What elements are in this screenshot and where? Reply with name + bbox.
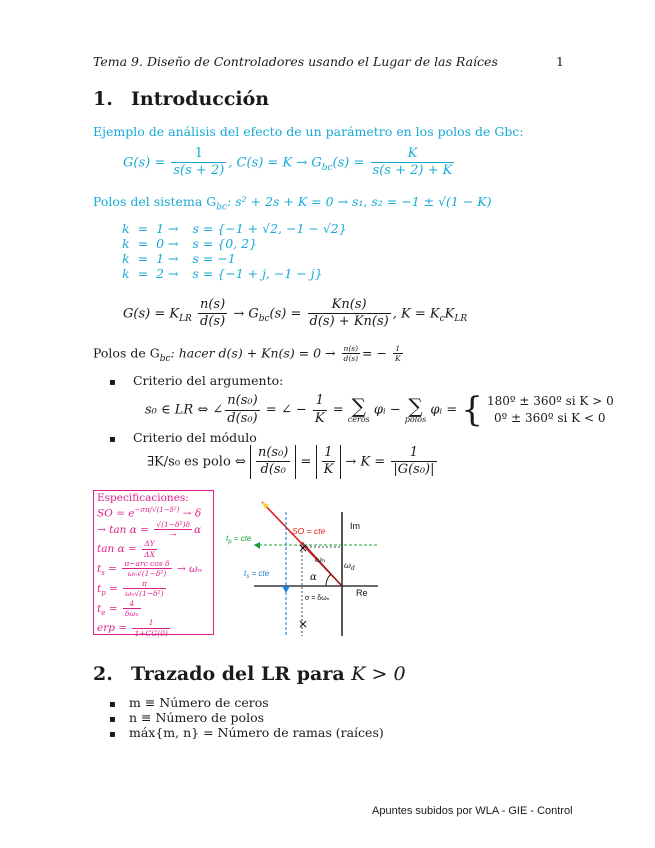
k-table-cell-eq: = xyxy=(137,236,149,251)
k-table-cell-k: k xyxy=(122,266,130,281)
polos-gbc-eq: : hacer d(s) + Kn(s) = 0 → xyxy=(170,345,336,361)
ts-label-t: t xyxy=(244,569,247,578)
general-mid2: (s) = xyxy=(269,306,302,322)
specs-title: Especificaciones: xyxy=(97,492,189,504)
arg-kfrac xyxy=(313,393,327,427)
g-num: 1 xyxy=(171,146,226,163)
spec-so-lhs: SO = e xyxy=(97,507,135,520)
general-den2: d(s) + Kn(s) xyxy=(309,314,389,330)
k-table-cell-s: s = {−1 + j, −1 − j} xyxy=(192,266,323,281)
wd-label-sub: d xyxy=(350,565,355,572)
k-table-row xyxy=(118,251,351,266)
tp-label xyxy=(226,534,252,545)
spec-tp-eq: = xyxy=(109,582,118,595)
tp-arrow-icon xyxy=(254,542,260,549)
criterion-mod-label: Criterio del módulo xyxy=(132,430,257,445)
spec-ts-lhs: t xyxy=(97,562,102,575)
arg-case1: 180º ± 360º si K > 0 xyxy=(487,394,614,408)
wd-label-w: ω xyxy=(344,561,351,571)
arg-mid: = ∠ − xyxy=(265,402,307,418)
bullet-text: máx{m, n} = Número de ramas (raíces) xyxy=(129,725,384,740)
criterion-arg-label: Criterio del argumento: xyxy=(132,373,284,388)
general-equation xyxy=(123,297,467,331)
spec-so xyxy=(97,507,202,520)
tp-label-sub: p xyxy=(228,539,232,545)
general-bc-sub: bc xyxy=(258,313,270,324)
list-item xyxy=(109,711,384,726)
polos-gbc-sub: bc xyxy=(159,353,171,364)
k-table-row xyxy=(118,236,351,251)
spec-tan2-lhs: tan α = xyxy=(97,543,137,556)
so-label: SO = cte xyxy=(292,526,326,536)
k-table-cell-s: s = −1 xyxy=(192,251,236,266)
re-label: Re xyxy=(356,588,368,598)
alpha-arc xyxy=(326,574,331,586)
spec-tan2 xyxy=(97,539,202,559)
general-lr2-sub: LR xyxy=(454,313,468,324)
k-table-cell-v: 1 → xyxy=(156,221,179,236)
mod-abs2 xyxy=(316,445,342,479)
spec-tp-frac xyxy=(123,579,165,599)
im-label: Im xyxy=(350,521,360,531)
k-table-cell-v: 2 → xyxy=(156,266,179,281)
g-fraction xyxy=(171,146,226,180)
spec-erp-num: 1 xyxy=(132,618,169,628)
k-table-row xyxy=(118,266,351,281)
arg-phi2: φᵢ = xyxy=(430,402,458,418)
list-item xyxy=(109,696,384,711)
mod-equation xyxy=(147,445,439,479)
wd-label xyxy=(344,561,355,572)
list-item xyxy=(109,726,384,741)
spec-ts-sub: s xyxy=(101,569,105,578)
example-intro: Ejemplo de análisis del efecto de un parámetro en los polos de Gbc: xyxy=(93,124,524,139)
general-tail: , K = K xyxy=(392,306,440,322)
spec-erp-lhs: erp = xyxy=(97,622,128,635)
mod-eq: = xyxy=(300,454,312,470)
arg-n: n(s₀) xyxy=(225,393,259,410)
arg-cases xyxy=(487,393,614,427)
mod-rfrac xyxy=(391,445,436,479)
k-table-cell-v: 1 → xyxy=(156,251,179,266)
arg-ceros: ceros xyxy=(347,415,370,424)
polos-gbc-rfrac xyxy=(393,344,403,364)
mod-rd: |G(s₀)| xyxy=(393,462,435,478)
sum-ceros-icon: ∑ ceros xyxy=(347,394,370,424)
footer-credit: Apuntes subidos por WLA - GIE - Control xyxy=(372,805,573,817)
spec-te-eq: = xyxy=(108,602,118,615)
mod-kn: 1 xyxy=(322,445,336,462)
spec-ts-tail: → ωₙ xyxy=(177,562,202,575)
polos-gbc-line xyxy=(93,344,405,364)
k-table-cell-s: s = {0, 2} xyxy=(192,236,258,251)
polos-gbc-fd: d(s) xyxy=(343,354,359,364)
wn-label: ωₙ xyxy=(315,555,326,565)
alpha-label: α xyxy=(310,572,317,583)
spec-te-lhs: t xyxy=(97,602,102,615)
spec-so-exp: −σπ/√(1−δ²) xyxy=(134,505,180,514)
mod-abs1 xyxy=(250,445,296,479)
spec-tp-sub: p xyxy=(101,588,106,597)
section-2-list xyxy=(109,696,384,741)
spec-tan1-num: √(1−δ²)δ xyxy=(156,519,191,529)
section-1-number: 1. xyxy=(93,88,113,110)
tp-label-t: t xyxy=(226,534,229,543)
arg-equation xyxy=(145,390,614,430)
spec-tan1 xyxy=(97,520,202,540)
ts-label-tail: = cte xyxy=(249,569,270,578)
spec-ts-eq: = xyxy=(108,562,117,575)
polos-gbc-rn: 1 xyxy=(393,344,403,354)
general-frac1 xyxy=(198,297,227,331)
tp-label-tail: = cte xyxy=(231,534,252,543)
spec-tan1-den: → xyxy=(170,529,177,539)
brace-icon: { xyxy=(461,390,483,430)
spec-tp-den: ωₙ√(1−δ²) xyxy=(125,589,164,599)
ts-arrow-icon xyxy=(282,586,290,593)
k-table-cell-eq: = xyxy=(137,221,149,236)
general-frac2 xyxy=(308,297,391,331)
polos-gbc-rd: K xyxy=(394,354,401,364)
spec-tan1-lhs: → tan α = xyxy=(97,523,149,536)
spec-tan2-frac xyxy=(142,539,157,559)
g-den: s(s + 2) xyxy=(173,163,225,179)
spec-tp-lhs: t xyxy=(97,582,102,595)
poles-eq: : s² + 2s + K = 0 → s₁, s₂ = −1 ± √(1 − K) xyxy=(227,194,492,209)
general-n: n(s) xyxy=(198,297,227,314)
ts-label-sub: s xyxy=(246,574,250,580)
c-eq: , C(s) = K → G xyxy=(228,155,322,171)
spec-te-sub: e xyxy=(101,608,106,617)
page-number: 1 xyxy=(556,54,564,69)
arg-d: d(s₀) xyxy=(227,410,258,426)
k-table-cell-eq: = xyxy=(137,251,149,266)
spec-tan2-den: ΔX xyxy=(144,549,155,559)
arg-kd: K xyxy=(314,410,325,426)
poles-sub: bc xyxy=(216,202,228,213)
general-lr-sub: LR xyxy=(179,313,192,324)
section-2-title-math: K > 0 xyxy=(351,663,406,685)
specifications-content xyxy=(97,493,202,638)
spec-ts-frac xyxy=(122,559,171,579)
spec-erp-frac xyxy=(132,618,169,638)
polos-gbc-eq2: = − xyxy=(362,345,387,361)
polos-gbc-text: Polos de G xyxy=(93,345,160,361)
running-title: Tema 9. Diseño de Controladores usando el Lugar de las Raíces xyxy=(93,54,498,69)
s-plane-figure xyxy=(222,492,378,638)
arg-frac xyxy=(225,393,259,427)
c-sub: bc xyxy=(321,162,333,173)
poles-line xyxy=(93,194,492,213)
bullet-text: m ≡ Número de ceros xyxy=(129,695,269,710)
spec-tp xyxy=(97,579,202,599)
spec-erp xyxy=(97,618,202,638)
k-table-cell-eq: = xyxy=(137,266,149,281)
general-d: d(s) xyxy=(200,314,226,330)
g-equation xyxy=(123,146,456,180)
arg-lhs: s₀ ∈ LR ⇔ ∠ xyxy=(145,402,224,418)
k-table-cell-s: s = {−1 + √2, −1 − √2} xyxy=(192,221,347,236)
k-table-cell-k: k xyxy=(122,236,130,251)
section-2-heading xyxy=(93,663,406,685)
c-eq-tail: (s) = xyxy=(332,155,365,171)
section-2-number: 2. xyxy=(93,663,113,685)
k-table-cell-k: k xyxy=(122,221,130,236)
gbc-den: s(s + 2) + K xyxy=(372,163,453,179)
pole-marker-lower: × xyxy=(298,617,309,631)
g-lhs: G(s) = xyxy=(123,155,166,171)
arg-case2: 0º ± 360º si K < 0 xyxy=(494,411,606,425)
section-2-title: Trazado del LR para xyxy=(131,663,345,685)
criterion-mod-bullet xyxy=(109,430,257,445)
mod-kfrac xyxy=(322,445,336,479)
k-values-table xyxy=(118,221,351,281)
spec-ts xyxy=(97,559,202,579)
arg-sum1: = xyxy=(332,402,344,418)
general-lhs: G(s) = K xyxy=(123,306,180,322)
general-num2: Kn(s) xyxy=(308,297,391,314)
spec-te-den: δωₙ xyxy=(124,608,139,618)
pole-marker-upper: × xyxy=(298,541,309,555)
spec-tan2-num: ΔY xyxy=(142,539,157,549)
polos-gbc-frac xyxy=(342,344,361,364)
spec-te-num: 4 xyxy=(123,599,141,609)
arg-kn: 1 xyxy=(313,393,327,410)
spec-so-tail: → δ xyxy=(182,507,202,520)
k-table xyxy=(118,221,351,281)
general-k: K xyxy=(444,306,455,322)
mod-rn: 1 xyxy=(391,445,436,462)
polos-gbc-fn: n(s) xyxy=(343,344,359,353)
general-c-sub: c xyxy=(439,313,445,324)
spec-tp-num: π xyxy=(123,579,165,589)
k-table-cell-k: k xyxy=(122,251,130,266)
mod-d: d(s₀ xyxy=(260,462,286,478)
spec-te-frac xyxy=(123,599,141,619)
gbc-num: K xyxy=(371,146,455,163)
mod-n: n(s₀) xyxy=(256,445,290,462)
section-1-title: Introducción xyxy=(131,88,270,110)
k-table-cell-v: 0 → xyxy=(156,236,179,251)
poles-text: Polos del sistema G xyxy=(93,194,217,209)
general-mid: → G xyxy=(233,306,259,322)
spec-tan1-tail: α xyxy=(194,523,202,536)
sigma-label: σ = δωₙ xyxy=(305,595,330,602)
spec-te xyxy=(97,599,202,619)
mod-tail: → K = xyxy=(345,454,386,470)
criterion-arg-bullet xyxy=(109,373,283,388)
spec-ts-den: ωₙ√(1−δ²) xyxy=(127,569,167,579)
gbc-fraction xyxy=(371,146,455,180)
k-table-row xyxy=(118,221,351,236)
spec-erp-den: 1+CG(0) xyxy=(134,628,168,638)
mod-frac xyxy=(256,445,290,479)
sum-polos-icon: ∑ polos xyxy=(404,394,427,424)
arg-polos: polos xyxy=(404,415,427,424)
spec-ts-num: π−arc cos δ xyxy=(124,559,170,569)
spec-tan1-frac xyxy=(154,520,192,540)
mod-kd: K xyxy=(323,462,334,478)
section-1-heading xyxy=(93,88,269,110)
bullet-text: n ≡ Número de polos xyxy=(129,710,265,725)
arg-phi1: φᵢ − xyxy=(373,402,401,418)
ts-label xyxy=(244,569,270,580)
mod-lhs: ∃K/s₀ es polo ⇔ xyxy=(147,454,246,470)
